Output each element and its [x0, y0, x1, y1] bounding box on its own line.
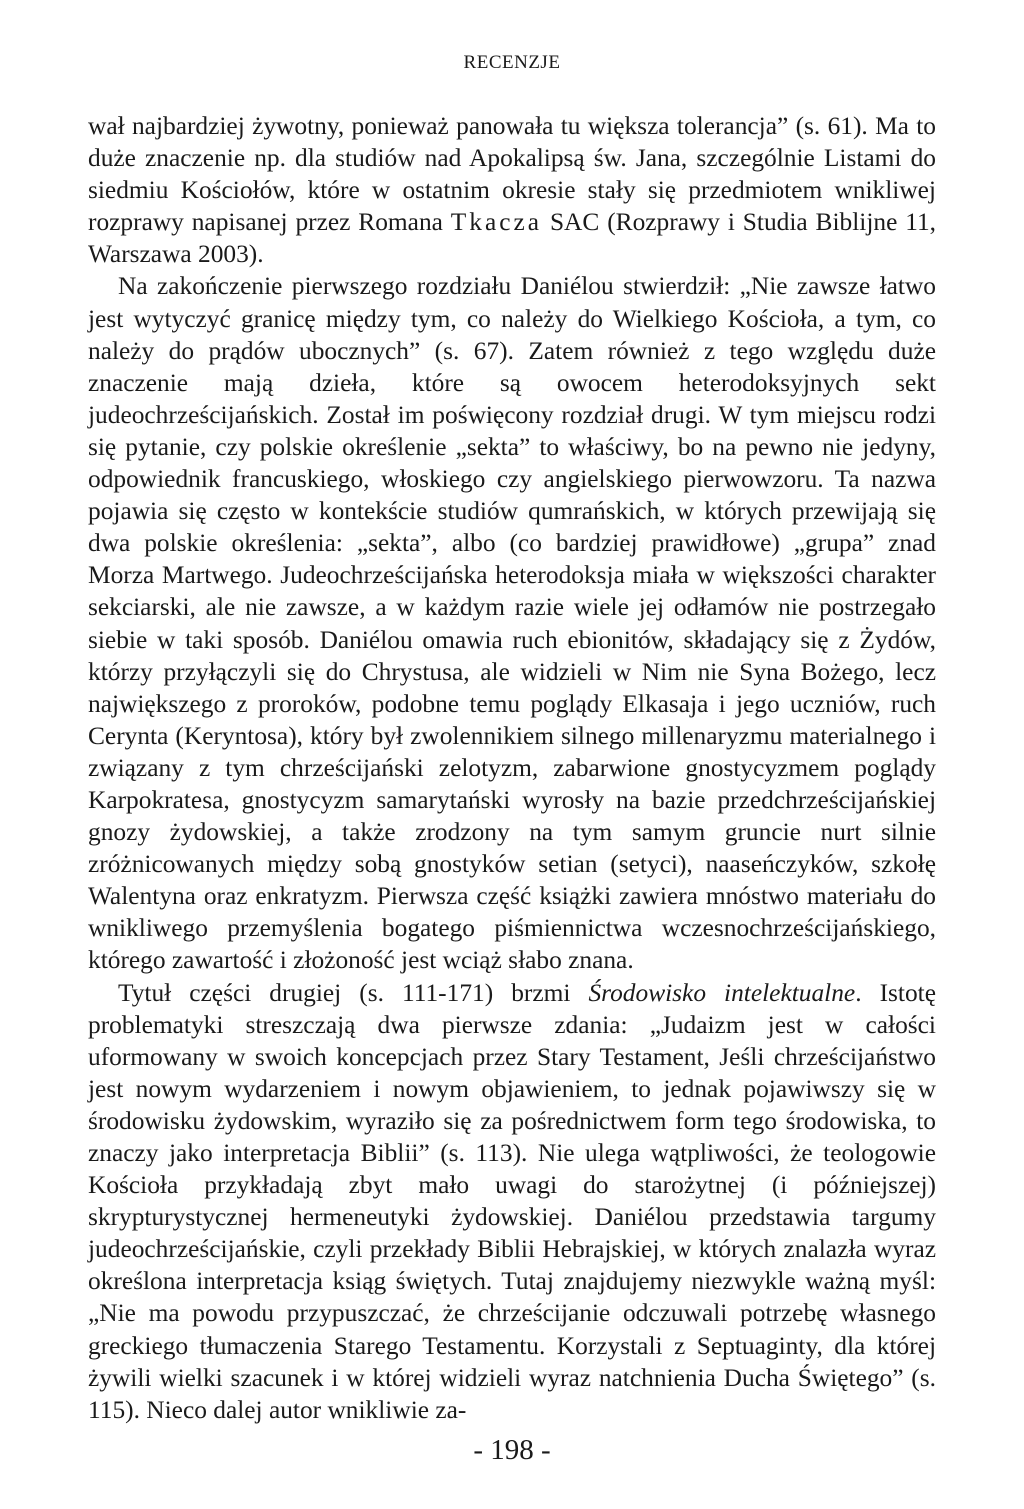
running-header: RECENZJE: [463, 52, 561, 73]
paragraph-3-text-a: Tytuł części drugiej (s. 111-171) brzmi: [118, 978, 589, 1007]
spaced-author-name: Tkacza: [450, 208, 543, 237]
page-number: - 198 -: [473, 1434, 551, 1466]
paragraph-3: [88, 977, 936, 1426]
paragraph-2: Na zakończenie pierwszego rozdziału Daniélou stwierdził: „Nie zawsze łatwo jest wytyczyć granicę między tym, co należy do Wielkiego Kościoła, a tym, co należy do prądów ubocznych” (s. 67). Zatem również z tego względu duże znaczenie mają dzieła, które są owocem heterodoksyjnych sekt judeochrześcijańskich. Został im poświęcony rozdział drugi. W tym miejscu rodzi się pytanie, czy polskie określenie „sekta” to właściwy, bo na pewno nie jedyny, odpowiednik francuskiego, włoskiego czy angielskiego pierwowzoru. Ta nazwa pojawia się często w kontekście studiów qumrańskich, w których przewijają się dwa polskie określenia: „sekta”, albo (co bardziej prawidłowe) „grupa” znad Morza Martwego. Judeochrześcijańska heterodoksja miała w większości charakter sekciarski, ale nie zawsze, a w każdym razie wiele jej odłamów nie postrzegało siebie w taki sposób. Daniélou omawia ruch ebionitów, składający się z Żydów, którzy przyłączyli się do Chrystusa, ale widzieli w Nim nie Syna Bożego, lecz największego z proroków, podobne temu poglądy Elkasaja i jego uczniów, ruch Cerynta (Keryntosa), który był zwolennikiem silnego millenaryzmu materialnego i związany z tym chrześcijański zelotyzm, zabarwione gnostycyzmem poglądy Karpokratesa, gnostycyzm samarytański wyrosły na bazie przedchrześcijańskiej gnozy żydowskiej, a także zrodzony na tym samym gruncie nurt silnie zróżnicowanych między sobą gnostyków setian (setyci), naaseńczyków, szkołę Walentyna oraz enkratyzm. Pierwsza część książki zawiera mnóstwo materiału do wnikliwego przemyślenia bogatego piśmiennictwa wczesnochrześcijańskiego, którego zawartość i złożoność jest wciąż słabo znana.: [88, 272, 936, 975]
article-body: [88, 110, 936, 1426]
paragraph-1-text-a: wał najbardziej żywotny, ponieważ panowała tu większa tolerancja” (s. 61). Ma to duże znaczenie np. dla studiów nad Apokalipsą św. Jana, szczególnie Listami do siedmiu Kościołów, które w ostatnim okresie stały się przedmiotem wnikliwej rozprawy napisanej przez Romana: [88, 112, 936, 237]
italic-part-title: Środowisko intelektualne: [588, 978, 856, 1007]
paragraph-3-text-b: . Istotę problematyki streszczają dwa pierwsze zdania: „Judaizm jest w całości uformowany w swoich koncepcjach przez Stary Testament, Jeśli chrześcijaństwo jest nowym wydarzeniem i nowym objawieniem, to jednak pojawiwszy się w środowisku żydowskim, wyraziło się za pośrednictwem form tego środowiska, to znaczy jako interpretacja Biblii” (s. 113). Nie ulega wątpliwości, że teologowie Kościoła przykładają zbyt mało uwagi do starożytnej (i późniejszej) skrypturystycznej hermeneutyki żydowskiej. Daniélou przedstawia targumy judeochrześcijańskie, czyli przekłady Biblii Hebrajskiej, w których znalazła wyraz określona interpretacja ksiąg świętych. Tutaj znajdujemy niezwykle ważną myśl: „Nie ma powodu przypuszczać, że chrześcijanie odczuwali potrzebę własnego greckiego tłumaczenia Starego Testamentu. Korzystali z Septuaginty, dla której żywili wielki szacunek i w której widzieli wyraz natchnienia Ducha Świętego” (s. 115). Nieco dalej autor wnikliwie za-: [88, 978, 936, 1424]
paragraph-1-text-b: SAC (Rozprawy i Studia Biblijne 11, Warszawa 2003).: [88, 208, 936, 269]
paragraph-1: [88, 110, 936, 270]
